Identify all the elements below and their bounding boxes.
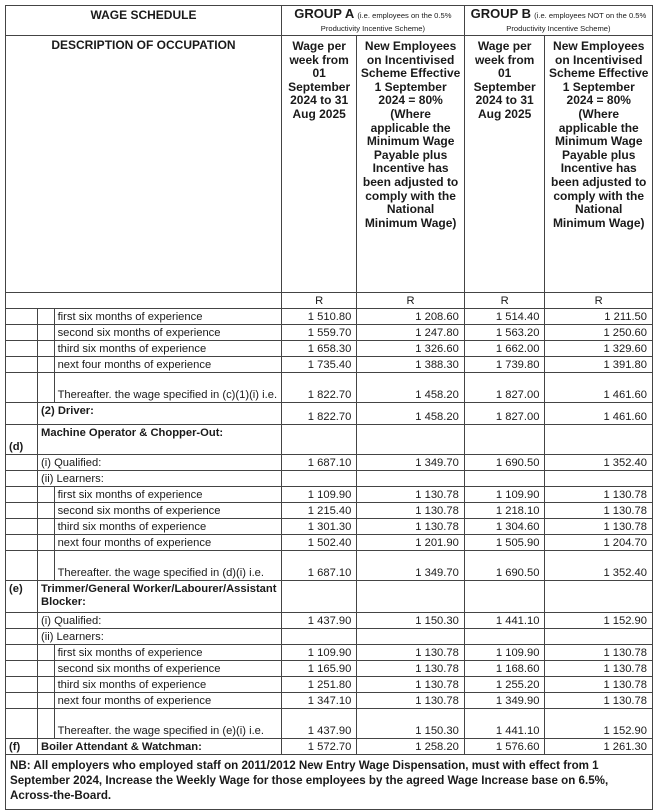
cell-value: 1 349.70: [357, 551, 464, 581]
cell-value: 1 352.40: [545, 551, 653, 581]
header-row-groups: [6, 6, 653, 36]
cell-value: 1 690.50: [464, 551, 545, 581]
cell-value: 1 822.70: [281, 373, 356, 403]
cell-value: 1 329.60: [545, 341, 653, 357]
group-a-wage-header: Wage per week from 01 September 2024 to 31 Aug 2025: [281, 36, 356, 293]
cell-value: 1 208.60: [357, 309, 464, 325]
table-row: [6, 645, 653, 661]
group-b-wage-header: Wage per week from 01 September 2024 to 31 Aug 2025: [464, 36, 545, 293]
cell-value: 1 304.60: [464, 519, 545, 535]
note-row: [6, 755, 653, 810]
cell-value: 1 441.10: [464, 709, 545, 739]
cell-value: 1 247.80: [357, 325, 464, 341]
cell-value: 1 130.78: [545, 693, 653, 709]
table-row: [6, 693, 653, 709]
cell-value: 1 150.30: [357, 613, 464, 629]
cell-value: 1 827.00: [464, 373, 545, 403]
group-b-note: (i.e. employees NOT on the 0.5% Productivity Incentive Scheme): [506, 11, 647, 33]
currency-row: [6, 293, 653, 309]
table-row: [6, 325, 653, 341]
table-row: [6, 487, 653, 503]
cell-value: 1 662.00: [464, 341, 545, 357]
table-row: [6, 661, 653, 677]
cell-value: 1 130.78: [357, 519, 464, 535]
cell-value: 1 347.10: [281, 693, 356, 709]
cell-value: 1 130.78: [357, 487, 464, 503]
group-b-new-employees-header: New Employees on Incentivised Scheme Effective 1 September 2024 = 80% (Where applicable the Minimum Wage Payable plus Incentive has been adjusted to comply with the National Minimum Wage): [545, 36, 653, 293]
section-code: (f): [6, 739, 38, 755]
cell-value: 1 215.40: [281, 503, 356, 519]
row-label: Thereafter. the wage specified in (c)(1)(i) i.e.: [54, 373, 281, 403]
group-a-name: GROUP A: [294, 6, 355, 21]
cell-value: 1 510.80: [281, 309, 356, 325]
cell-value: 1 576.60: [464, 739, 545, 755]
group-a-header: [281, 6, 464, 36]
cell-value: 1 687.10: [281, 455, 356, 471]
cell-value: 1 152.90: [545, 709, 653, 739]
cell-value: 1 391.80: [545, 357, 653, 373]
cell-value: 1 258.20: [357, 739, 464, 755]
row-label: (ii) Learners:: [38, 471, 282, 487]
table-row: [6, 357, 653, 373]
cell-value: 1 349.90: [464, 693, 545, 709]
row-label: first six months of experience: [54, 487, 281, 503]
row-label: first six months of experience: [54, 309, 281, 325]
row-label: (i) Qualified:: [38, 455, 282, 471]
cell-value: 1 130.78: [357, 661, 464, 677]
table-title: WAGE SCHEDULE: [6, 6, 282, 36]
currency-label: R: [281, 293, 356, 309]
row-label: next four months of experience: [54, 693, 281, 709]
cell-value: 1 502.40: [281, 535, 356, 551]
cell-value: 1 458.20: [357, 373, 464, 403]
row-label: (ii) Learners:: [38, 629, 282, 645]
cell-value: 1 822.70: [281, 403, 356, 425]
cell-value: 1 130.78: [357, 677, 464, 693]
cell-value: 1 130.78: [545, 677, 653, 693]
row-label: next four months of experience: [54, 357, 281, 373]
cell-value: 1 739.80: [464, 357, 545, 373]
cell-value: 1 514.40: [464, 309, 545, 325]
wage-schedule-table: [5, 5, 653, 810]
cell-value: 1 690.50: [464, 455, 545, 471]
section-title: Machine Operator & Chopper-Out:: [38, 425, 282, 455]
row-label: third six months of experience: [54, 519, 281, 535]
row-label: first six months of experience: [54, 645, 281, 661]
section-row-d: [6, 425, 653, 455]
cell-value: 1 109.90: [464, 487, 545, 503]
group-a-note: (i.e. employees on the 0.5% Productivity Incentive Scheme): [320, 11, 452, 33]
cell-value: 1 211.50: [545, 309, 653, 325]
cell-value: 1 130.78: [545, 503, 653, 519]
cell-value: 1 301.30: [281, 519, 356, 535]
table-row: [6, 341, 653, 357]
cell-value: 1 437.90: [281, 613, 356, 629]
footnote: NB: All employers who employed staff on 2011/2012 New Entry Wage Dispensation, must with effect from 1 September 2024, Increase the Weekly Wage for those employees by the agreed Wage Increase base on 6.5%, Across-the-Board.: [6, 755, 653, 810]
cell-value: 1 437.90: [281, 709, 356, 739]
group-b-name: GROUP B: [470, 6, 532, 21]
cell-value: 1 326.60: [357, 341, 464, 357]
cell-value: 1 388.30: [357, 357, 464, 373]
row-label: (2) Driver:: [38, 403, 282, 425]
cell-value: 1 251.80: [281, 677, 356, 693]
currency-label: R: [464, 293, 545, 309]
table-row: [6, 709, 653, 739]
cell-value: 1 735.40: [281, 357, 356, 373]
currency-label: R: [545, 293, 653, 309]
cell-value: 1 461.60: [545, 403, 653, 425]
cell-value: 1 255.20: [464, 677, 545, 693]
cell-value: 1 165.90: [281, 661, 356, 677]
cell-value: 1 130.78: [357, 693, 464, 709]
row-label: next four months of experience: [54, 535, 281, 551]
cell-value: 1 109.90: [281, 487, 356, 503]
cell-value: 1 563.20: [464, 325, 545, 341]
cell-value: 1 152.90: [545, 613, 653, 629]
table-row: [6, 455, 653, 471]
group-b-header: [464, 6, 652, 36]
cell-value: 1 352.40: [545, 455, 653, 471]
section-code: (d): [6, 425, 38, 455]
cell-value: 1 201.90: [357, 535, 464, 551]
cell-value: 1 461.60: [545, 373, 653, 403]
table-row: [6, 629, 653, 645]
group-a-new-employees-header: New Employees on Incentivised Scheme Effective 1 September 2024 = 80% (Where applicable the Minimum Wage Payable plus Incentive has been adjusted to comply with the National Minimum Wage): [357, 36, 464, 293]
table-row: [6, 613, 653, 629]
section-code: (e): [6, 581, 38, 613]
table-row: [6, 309, 653, 325]
cell-value: 1 505.90: [464, 535, 545, 551]
cell-value: 1 109.90: [464, 645, 545, 661]
cell-value: 1 687.10: [281, 551, 356, 581]
cell-value: 1 658.30: [281, 341, 356, 357]
cell-value: 1 130.78: [545, 487, 653, 503]
cell-value: 1 827.00: [464, 403, 545, 425]
row-label: third six months of experience: [54, 341, 281, 357]
row-label: Thereafter. the wage specified in (e)(i) i.e.: [54, 709, 281, 739]
table-row: [6, 403, 653, 425]
section-title: Boiler Attendant & Watchman:: [38, 739, 282, 755]
row-label: third six months of experience: [54, 677, 281, 693]
row-label: second six months of experience: [54, 325, 281, 341]
cell-value: 1 441.10: [464, 613, 545, 629]
cell-value: 1 109.90: [281, 645, 356, 661]
cell-value: 1 349.70: [357, 455, 464, 471]
table-row: [6, 373, 653, 403]
header-row-columns: [6, 36, 653, 293]
row-label: (i) Qualified:: [38, 613, 282, 629]
cell-value: 1 572.70: [281, 739, 356, 755]
cell-value: 1 130.78: [357, 503, 464, 519]
cell-value: 1 130.78: [357, 645, 464, 661]
cell-value: 1 458.20: [357, 403, 464, 425]
section-row-e: [6, 581, 653, 613]
row-label: Thereafter. the wage specified in (d)(i) i.e.: [54, 551, 281, 581]
table-row: [6, 519, 653, 535]
cell-value: 1 168.60: [464, 661, 545, 677]
row-label: second six months of experience: [54, 661, 281, 677]
section-row-f: [6, 739, 653, 755]
table-row: [6, 503, 653, 519]
table-row: [6, 471, 653, 487]
cell-value: 1 150.30: [357, 709, 464, 739]
cell-value: 1 250.60: [545, 325, 653, 341]
cell-value: 1 204.70: [545, 535, 653, 551]
cell-value: 1 218.10: [464, 503, 545, 519]
cell-value: 1 130.78: [545, 645, 653, 661]
cell-value: 1 261.30: [545, 739, 653, 755]
table-row: [6, 535, 653, 551]
row-label: second six months of experience: [54, 503, 281, 519]
cell-value: 1 130.78: [545, 661, 653, 677]
table-row: [6, 551, 653, 581]
currency-label: R: [357, 293, 464, 309]
table-row: [6, 677, 653, 693]
description-header: DESCRIPTION OF OCCUPATION: [6, 36, 282, 293]
cell-value: 1 130.78: [545, 519, 653, 535]
cell-value: 1 559.70: [281, 325, 356, 341]
section-title: Trimmer/General Worker/Labourer/Assistant Blocker:: [38, 581, 282, 613]
